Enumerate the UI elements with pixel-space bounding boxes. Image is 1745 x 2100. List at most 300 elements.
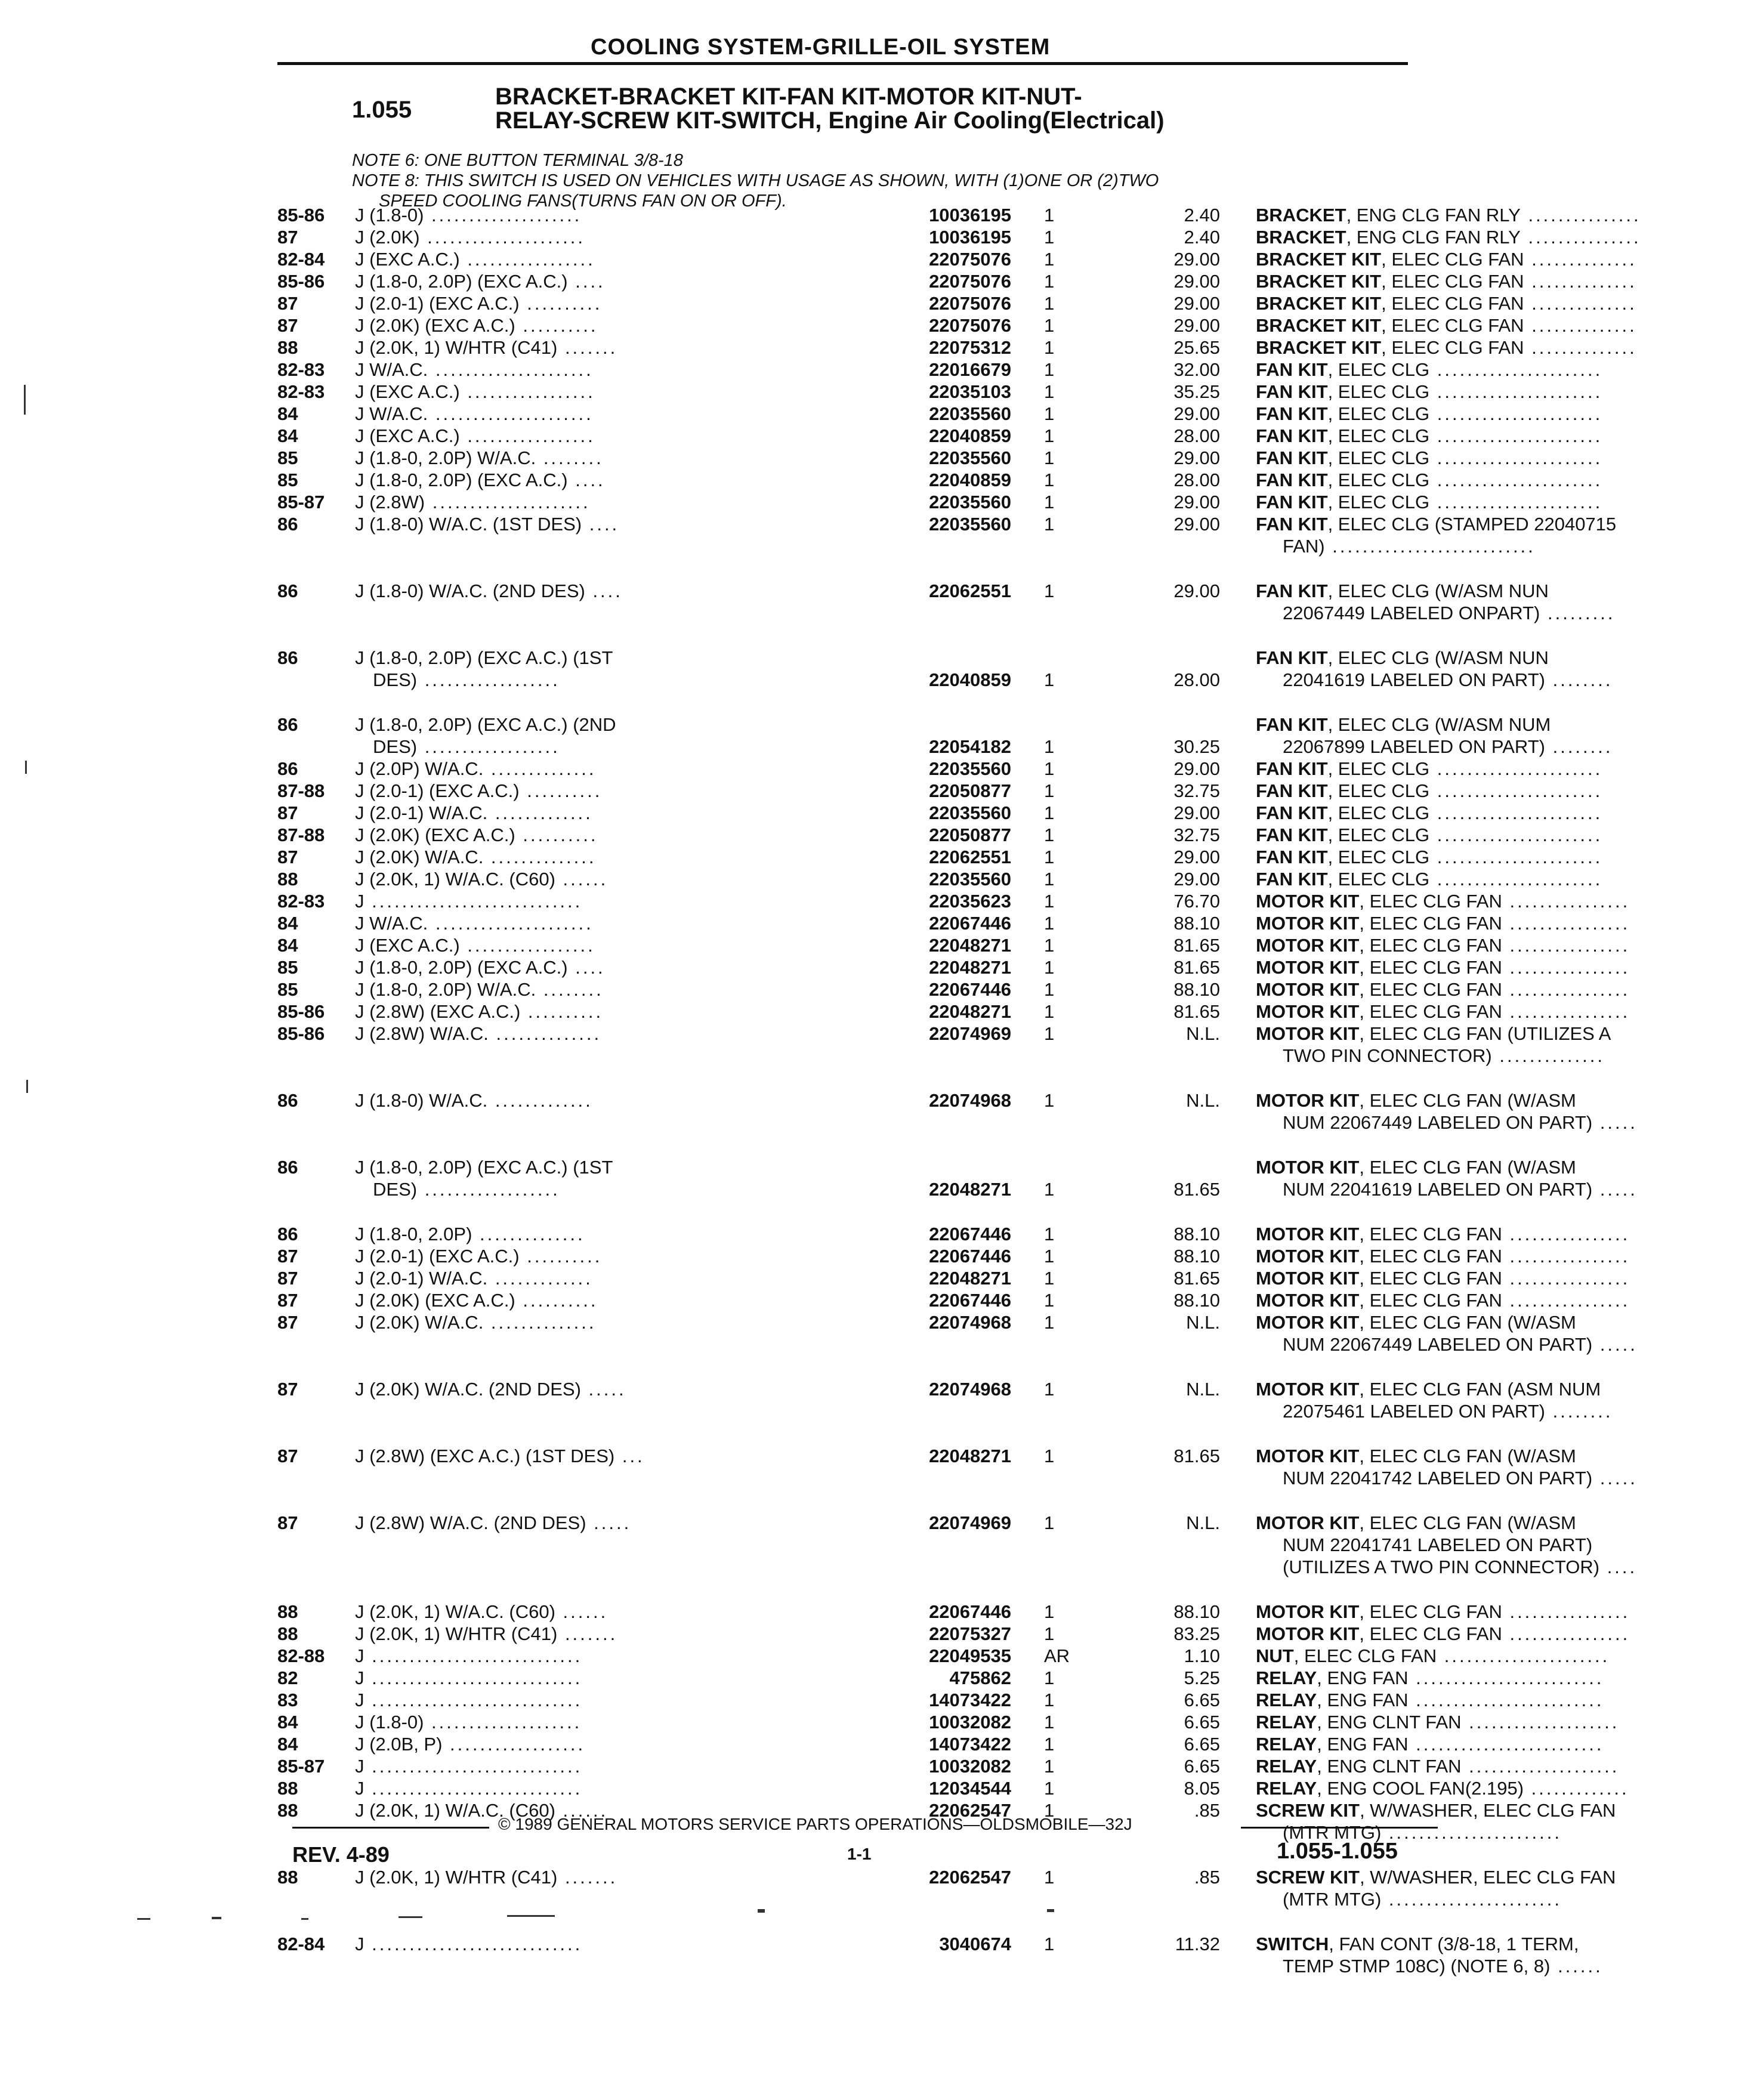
price-text: 88.10 — [1173, 1246, 1220, 1267]
description — [1256, 469, 1745, 491]
quantity — [1044, 248, 1080, 270]
application-text: J — [355, 1690, 365, 1710]
price-text: 29.00 — [1173, 758, 1220, 779]
description — [1256, 1289, 1745, 1311]
model-year-text: 84 — [277, 425, 298, 446]
leader-dots: ..... — [1592, 1334, 1638, 1355]
model-year — [277, 248, 355, 270]
description — [1256, 1267, 1745, 1289]
description — [1256, 204, 1745, 226]
quantity — [1044, 1755, 1080, 1777]
model-year — [277, 978, 355, 1000]
description — [1256, 1623, 1745, 1645]
model-year — [277, 513, 355, 535]
description-line — [1256, 314, 1745, 336]
quantity — [1044, 1689, 1080, 1711]
application-text: J (EXC A.C.) — [355, 381, 460, 402]
quantity — [1044, 381, 1080, 403]
leader-dots: .......... — [519, 780, 603, 801]
description-line — [1256, 491, 1745, 513]
application-line — [355, 1089, 940, 1111]
application-text: J (2.0K) (EXC A.C.) — [355, 824, 515, 845]
part-number-text: 22035560 — [929, 514, 1011, 535]
part-number-text: 22016679 — [929, 359, 1011, 380]
application — [355, 1933, 940, 1955]
quantity-text: 1 — [1044, 1712, 1055, 1732]
description-line — [1256, 714, 1745, 736]
item-name: FAN KIT — [1256, 403, 1328, 424]
part-number — [874, 824, 1011, 846]
part-number-text: 22048271 — [929, 1001, 1011, 1022]
table-row — [277, 780, 1603, 802]
model-year — [277, 359, 355, 381]
item-name: FAN KIT — [1256, 580, 1328, 601]
model-year-text: 83 — [277, 1690, 298, 1710]
price — [1113, 1711, 1220, 1733]
leader-dots: .............. — [483, 758, 597, 779]
leader-dots: ..... — [580, 1379, 626, 1400]
leader-dots: ........ — [1545, 669, 1613, 690]
part-number — [874, 868, 1011, 890]
leader-dots: ............................ — [364, 1645, 583, 1666]
description-line — [1256, 1289, 1745, 1311]
description-line — [1256, 1689, 1745, 1711]
description-text-continued: TWO PIN CONNECTOR) — [1283, 1045, 1492, 1066]
application — [355, 314, 940, 336]
description-line — [1256, 204, 1745, 226]
table-row — [277, 1378, 1613, 1422]
part-number-text: 22062547 — [929, 1867, 1011, 1888]
table-row — [277, 934, 1630, 956]
application-line — [355, 1156, 940, 1178]
application-line — [355, 226, 940, 248]
application — [355, 934, 940, 956]
part-number — [874, 1777, 1011, 1799]
item-name: MOTOR KIT — [1256, 1379, 1360, 1400]
model-year — [277, 824, 355, 846]
quantity-text: 1 — [1044, 1778, 1055, 1799]
price — [1113, 758, 1220, 780]
table-row — [277, 359, 1603, 381]
model-year — [277, 1445, 355, 1467]
description — [1256, 647, 1745, 691]
part-number-text: 22067446 — [929, 1290, 1011, 1311]
leader-dots: ............................ — [364, 1778, 583, 1799]
quantity-text: 1 — [1044, 492, 1055, 512]
item-name: BRACKET — [1256, 227, 1346, 248]
price-text: .85 — [1194, 1867, 1220, 1888]
price — [1113, 469, 1220, 491]
model-year — [277, 580, 355, 602]
price-text: 81.65 — [1173, 957, 1220, 978]
application-line — [355, 802, 940, 824]
description-text: MOTOR KIT, ELEC CLG FAN (W/ASM — [1256, 1512, 1576, 1533]
description-line — [1256, 336, 1745, 359]
leader-dots: .......... — [520, 1001, 604, 1022]
leader-dots: ....................... — [1381, 1822, 1562, 1843]
footer-rule-left — [292, 1827, 489, 1829]
model-year-text: 88 — [277, 1778, 298, 1799]
price — [1113, 1689, 1220, 1711]
price-text: 29.00 — [1173, 802, 1220, 823]
part-number — [874, 1267, 1011, 1289]
quantity-text: 1 — [1044, 1001, 1055, 1022]
model-year — [277, 1755, 355, 1777]
quantity — [1044, 956, 1080, 978]
price — [1113, 802, 1220, 824]
description-line — [1256, 1667, 1745, 1689]
quantity — [1044, 1023, 1080, 1045]
quantity-text: 1 — [1044, 1379, 1055, 1400]
price — [1113, 1089, 1220, 1111]
price-text: 6.65 — [1184, 1756, 1220, 1777]
application-text: J (1.8-0) W/A.C. — [355, 1090, 488, 1111]
part-number-text: 22062547 — [929, 1800, 1011, 1821]
table-row — [277, 824, 1603, 846]
quantity-text: 1 — [1044, 1756, 1055, 1777]
page-header — [277, 35, 1408, 65]
description-line — [1256, 1378, 1745, 1400]
application — [355, 647, 940, 691]
model-year-text: 88 — [277, 1623, 298, 1644]
description-line — [1256, 381, 1745, 403]
item-name: MOTOR KIT — [1256, 1224, 1360, 1244]
application — [355, 780, 940, 802]
quantity — [1044, 1601, 1080, 1623]
description-line-continued — [1256, 1467, 1745, 1489]
application-line — [355, 359, 940, 381]
description-line — [1256, 1733, 1745, 1755]
description-line-continued — [1256, 1178, 1745, 1200]
model-year-text: 82 — [277, 1667, 298, 1688]
price — [1113, 912, 1220, 934]
price — [1113, 314, 1220, 336]
description — [1256, 1667, 1745, 1689]
application — [355, 1023, 940, 1045]
leader-dots: ..................... — [428, 359, 594, 380]
quantity-text: 1 — [1044, 847, 1055, 867]
model-year — [277, 647, 355, 669]
item-name: SWITCH — [1256, 1934, 1329, 1954]
description-text: MOTOR KIT, ELEC CLG FAN — [1256, 935, 1502, 956]
leader-dots: ......................... — [1408, 1667, 1604, 1688]
description-line-continued — [1256, 1045, 1745, 1067]
price-text: 1.10 — [1184, 1645, 1220, 1666]
leader-dots: ....... — [557, 337, 618, 358]
quantity — [1044, 1000, 1080, 1023]
quantity — [1044, 1311, 1080, 1333]
price-text: .85 — [1194, 1800, 1220, 1821]
price — [1113, 1378, 1220, 1400]
description-text: NUT, ELEC CLG FAN — [1256, 1645, 1437, 1666]
description-line — [1256, 824, 1745, 846]
model-year-text: 87 — [277, 1446, 298, 1466]
application — [355, 1711, 940, 1733]
description — [1256, 447, 1745, 469]
application-line — [355, 912, 940, 934]
part-number — [874, 1023, 1011, 1045]
model-year-text: 84 — [277, 935, 298, 956]
price-text: 29.00 — [1173, 315, 1220, 336]
application — [355, 1601, 940, 1623]
leader-dots: ................ — [1502, 957, 1630, 978]
application — [355, 292, 940, 314]
part-number — [874, 1711, 1011, 1733]
application — [355, 714, 940, 758]
item-name: FAN KIT — [1256, 802, 1328, 823]
price-text: 5.25 — [1184, 1667, 1220, 1688]
leader-dots: ................ — [1502, 1268, 1630, 1289]
part-number — [874, 1933, 1011, 1955]
description-line-continued — [1256, 1400, 1745, 1422]
description-text: BRACKET KIT, ELEC CLG FAN — [1256, 293, 1524, 314]
leader-dots: ................ — [1502, 913, 1630, 934]
price — [1113, 736, 1220, 758]
application-text-continued: DES) — [373, 1179, 418, 1200]
price-text: 81.65 — [1173, 935, 1220, 956]
part-number-text: 22067446 — [929, 1601, 1011, 1622]
quantity-text: 1 — [1044, 1601, 1055, 1622]
model-year-text: 85-87 — [277, 492, 325, 512]
leader-dots: ................. — [459, 249, 595, 270]
leader-dots: ...................... — [1429, 847, 1603, 867]
application-line — [355, 1311, 940, 1333]
part-number-text: 22074969 — [929, 1512, 1011, 1533]
table-row — [277, 1601, 1630, 1623]
model-year-text: 87 — [277, 293, 298, 314]
description-line — [1256, 868, 1745, 890]
price — [1113, 1000, 1220, 1023]
quantity — [1044, 314, 1080, 336]
application — [355, 336, 940, 359]
price-text: 8.05 — [1184, 1778, 1220, 1799]
leader-dots: ................. — [459, 935, 595, 956]
price — [1113, 381, 1220, 403]
model-year — [277, 226, 355, 248]
leader-dots: .................... — [1461, 1712, 1620, 1732]
item-name: BRACKET KIT — [1256, 293, 1382, 314]
description-text-continued: NUM 22067449 LABELED ON PART) — [1283, 1112, 1593, 1133]
description-text: FAN KIT, ELEC CLG — [1256, 802, 1430, 823]
quantity-text: 1 — [1044, 227, 1055, 248]
description-text: MOTOR KIT, ELEC CLG FAN — [1256, 979, 1502, 1000]
table-row — [277, 1933, 1603, 1977]
leader-dots: ............. — [487, 1090, 593, 1111]
application — [355, 248, 940, 270]
item-name: FAN KIT — [1256, 714, 1328, 735]
model-year-text: 87 — [277, 1290, 298, 1311]
price-text: 76.70 — [1173, 891, 1220, 912]
model-year-text: 87 — [277, 1246, 298, 1267]
leader-dots: ...................... — [1429, 824, 1603, 845]
section-title-line-1: BRACKET-BRACKET KIT-FAN KIT-MOTOR KIT-NUT- — [495, 84, 1082, 110]
part-number — [874, 1311, 1011, 1333]
item-name: RELAY — [1256, 1690, 1317, 1710]
application-line — [355, 1667, 940, 1689]
application — [355, 1089, 940, 1111]
description — [1256, 846, 1745, 868]
price-text: 28.00 — [1173, 470, 1220, 490]
leader-dots: .............. — [1524, 315, 1637, 336]
part-number — [874, 1445, 1011, 1467]
model-year-text: 86 — [277, 714, 298, 735]
part-number-text: 22048271 — [929, 1268, 1011, 1289]
description-text: RELAY, ENG FAN — [1256, 1734, 1409, 1755]
scan-mark — [758, 1909, 765, 1913]
model-year-text: 88 — [277, 1867, 298, 1888]
footer-section-reference: 1.055-1.055 — [1277, 1839, 1398, 1864]
table-row — [277, 1089, 1638, 1134]
description-text-continued: (MTR MTG) — [1283, 1889, 1382, 1910]
leader-dots: ............................ — [364, 891, 583, 912]
application — [355, 758, 940, 780]
model-year-text: 85-86 — [277, 1001, 325, 1022]
quantity-text: 1 — [1044, 1179, 1055, 1200]
model-year — [277, 780, 355, 802]
model-year — [277, 956, 355, 978]
model-year-text: 87 — [277, 847, 298, 867]
description-line-continued — [1256, 1955, 1745, 1977]
description-line — [1256, 758, 1745, 780]
model-year-text: 85-86 — [277, 271, 325, 292]
application — [355, 447, 940, 469]
quantity-text: 1 — [1044, 957, 1055, 978]
price — [1113, 824, 1220, 846]
price-text: N.L. — [1186, 1090, 1220, 1111]
item-name: FAN KIT — [1256, 847, 1328, 867]
leader-dots: .............. — [1491, 1045, 1605, 1066]
leader-dots: .... — [585, 580, 623, 601]
application-line — [355, 204, 940, 226]
price — [1113, 226, 1220, 248]
part-number-text: 22074968 — [929, 1312, 1011, 1333]
leader-dots: .................. — [417, 736, 560, 757]
part-number-text: 22074969 — [929, 1023, 1011, 1044]
part-number-text: 22035560 — [929, 403, 1011, 424]
leader-dots: ...... — [555, 1601, 609, 1622]
part-number — [874, 1645, 1011, 1667]
description-line — [1256, 447, 1745, 469]
application-text: J (2.0P) W/A.C. — [355, 758, 484, 779]
price — [1113, 1023, 1220, 1045]
item-name: SCREW KIT — [1256, 1867, 1360, 1888]
price — [1113, 270, 1220, 292]
leader-dots: ................ — [1502, 1246, 1630, 1267]
price-text: 28.00 — [1173, 425, 1220, 446]
application-line — [355, 491, 940, 513]
application — [355, 1733, 940, 1755]
part-number-text: 22062551 — [929, 580, 1011, 601]
application-text: J (1.8-0) — [355, 205, 424, 226]
quantity-text: 1 — [1044, 514, 1055, 535]
description-text-continued: 22075461 LABELED ON PART) — [1283, 1401, 1545, 1422]
leader-dots: ................ — [1502, 979, 1630, 1000]
leader-dots: ...................... — [1429, 758, 1603, 779]
leader-dots: ...................... — [1429, 381, 1603, 402]
model-year — [277, 314, 355, 336]
application-line — [355, 469, 940, 491]
part-number — [874, 1378, 1011, 1400]
item-name: MOTOR KIT — [1256, 913, 1360, 934]
quantity — [1044, 912, 1080, 934]
application — [355, 226, 940, 248]
part-number — [874, 780, 1011, 802]
application-text: J (2.8W) — [355, 492, 425, 512]
price-text: 81.65 — [1173, 1268, 1220, 1289]
quantity — [1044, 824, 1080, 846]
item-name: FAN KIT — [1256, 470, 1328, 490]
price — [1113, 425, 1220, 447]
price-text: 6.65 — [1184, 1690, 1220, 1710]
price — [1113, 956, 1220, 978]
description-text: FAN KIT, ELEC CLG — [1256, 381, 1430, 402]
application-text: J (2.0K) (EXC A.C.) — [355, 315, 515, 336]
price-text: 81.65 — [1173, 1446, 1220, 1466]
application-text: J (2.0K) — [355, 227, 420, 248]
price — [1113, 403, 1220, 425]
table-row — [277, 469, 1603, 491]
part-number-text: 22074968 — [929, 1379, 1011, 1400]
leader-dots: .......... — [519, 293, 603, 314]
application-line — [355, 714, 940, 736]
application-text: J — [355, 1645, 365, 1666]
model-year-text: 87 — [277, 227, 298, 248]
table-row — [277, 1245, 1630, 1267]
model-year — [277, 204, 355, 226]
application-line — [355, 1601, 940, 1623]
part-number — [874, 491, 1011, 513]
page-footer — [292, 1814, 1438, 1873]
leader-dots: .................. — [442, 1734, 586, 1755]
quantity-text: 1 — [1044, 1023, 1055, 1044]
model-year-text: 85-86 — [277, 205, 325, 226]
description-text: BRACKET, ENG CLG FAN RLY — [1256, 205, 1521, 226]
part-number — [874, 1289, 1011, 1311]
quantity — [1044, 270, 1080, 292]
price — [1113, 1623, 1220, 1645]
part-number-text: 3040674 — [939, 1934, 1011, 1954]
description-text: MOTOR KIT, ELEC CLG FAN (UTILIZES A — [1256, 1023, 1611, 1044]
table-row — [277, 1223, 1630, 1245]
description-line — [1256, 469, 1745, 491]
quantity — [1044, 1733, 1080, 1755]
application-line — [355, 956, 940, 978]
quantity — [1044, 469, 1080, 491]
application-line — [355, 1223, 940, 1245]
leader-dots: ......... — [1540, 603, 1616, 623]
table-row — [277, 890, 1630, 912]
application-line — [355, 1689, 940, 1711]
table-row — [277, 226, 1641, 248]
part-number — [874, 978, 1011, 1000]
application — [355, 513, 940, 535]
quantity — [1044, 491, 1080, 513]
model-year — [277, 1000, 355, 1023]
application — [355, 802, 940, 824]
item-name: FAN KIT — [1256, 492, 1328, 512]
price — [1113, 1512, 1220, 1534]
application — [355, 1267, 940, 1289]
section-title — [495, 85, 1330, 132]
leader-dots: ................. — [459, 381, 595, 402]
application-text: J (2.8W) (EXC A.C.) (1ST DES) — [355, 1446, 615, 1466]
description-text: FAN KIT, ELEC CLG — [1256, 447, 1430, 468]
application-text: J (1.8-0, 2.0P) (EXC A.C.) (2ND — [355, 714, 616, 735]
leader-dots: ...................... — [1437, 1645, 1610, 1666]
application-text: J (EXC A.C.) — [355, 425, 460, 446]
item-name: FAN KIT — [1256, 359, 1328, 380]
table-row — [277, 292, 1637, 314]
